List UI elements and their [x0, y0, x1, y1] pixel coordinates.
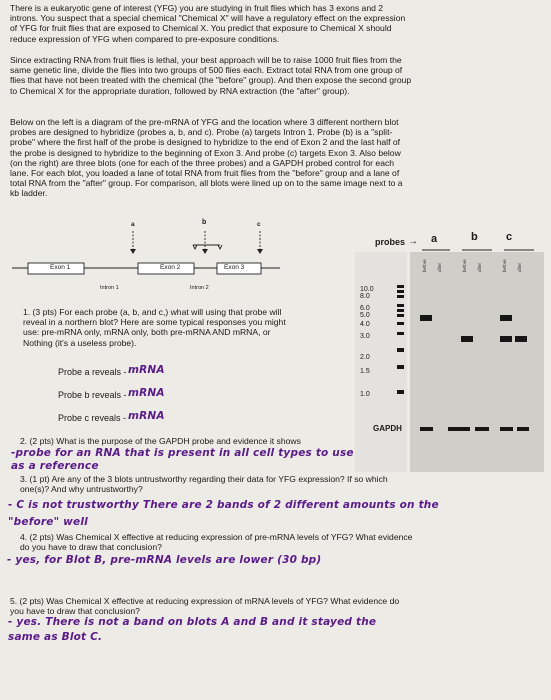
ladder-band	[397, 390, 404, 394]
probe-header-a: a	[431, 233, 438, 245]
northern-blot-bands	[355, 252, 545, 472]
ladder-band	[397, 295, 404, 298]
lane-a-before-label: before	[422, 259, 427, 272]
probe-header-c: c	[506, 231, 513, 243]
ladder-1-label: 1.0	[360, 391, 370, 398]
intro-paragraph: There is a eukaryotic gene of interest (YFG) you are studying in fruit flies which has 3 exons and 2 introns. You suspect that a special chemical "Chemical X" will have a regulatory effect on the expression of YFG for fruit flies that are exposed to Chemical X. You predict that exposure to Chemical X should reduce expression of YFG when compared to pre-exposure conditions.	[10, 3, 406, 44]
q2-answer: -probe for an RNA that is present in all cell types to use as a reference	[11, 447, 354, 472]
probe-a-label: a	[131, 221, 135, 228]
ladder-3-label: 3.0	[360, 333, 370, 340]
ladder-band	[397, 309, 404, 312]
ladder-1.5-label: 1.5	[360, 368, 370, 375]
gapdh-band	[475, 427, 489, 431]
q1-probe-a-answer: mRNA	[128, 364, 165, 376]
gapdh-band	[500, 427, 513, 431]
diagram-description-paragraph: Below on the left is a diagram of the pre-mRNA of YFG and the location where 3 different northern blot probes are designed to hybridize (probes a, b, and c). Probe (a) targets Intron 1. Probe (b) is a "split- probe" where the first half of the probe is designed to hybridize to the end of Exon 2 and the last half of the probe is designed to hybridize to the beginning of Exon 3. And probe (c) targets Exon 3. Also below (on the right) are three blots (one for each of the three probes) and a GAPDH probed control for each lane. For each blot, you loaded a lane of total RNA from fruit flies from the "before" group and a lane of total RNA from the "after" group. For comparison, all blots were lined up on to the same image next to a kb ladder.	[10, 117, 403, 199]
ladder-band	[397, 332, 404, 335]
q4-answer: - yes, for Blot B, pre-mRNA levels are lower (30 bp)	[7, 554, 322, 566]
gapdh-band	[420, 427, 433, 431]
gapdh-band	[517, 427, 529, 431]
ladder-band	[397, 322, 404, 325]
gapdh-label: GAPDH	[373, 424, 402, 433]
blot-probes-label: probes	[375, 237, 406, 247]
question-5: 5. (2 pts) Was Chemical X effective at reducing expression of mRNA levels of YFG? What evidence do you have to draw that conclusion?	[10, 596, 400, 617]
exon-1-label: Exon 1	[50, 264, 71, 271]
probe-c-label: c	[257, 221, 261, 228]
ladder-band	[397, 304, 404, 307]
blot-band	[500, 336, 512, 342]
question-2: 2. (2 pts) What is the purpose of the GAPDH probe and evidence it shows	[20, 436, 301, 446]
blot-band	[515, 336, 527, 342]
probe-header-b: b	[471, 231, 478, 243]
lane-c-before-label: before	[502, 259, 507, 272]
question-3: 3. (1 pt) Are any of the 3 blots untrustworthy regarding their data for YFG expression? If so which one(s)? And why untrustworthy?	[20, 474, 388, 495]
blot-band	[420, 315, 432, 321]
intron-1-label: Intron 1	[100, 285, 119, 291]
blot-band	[500, 315, 512, 321]
lane-b-after-label: after	[477, 262, 482, 272]
probe-b-label: b	[202, 219, 207, 226]
ladder-10-label: 10.0	[360, 286, 374, 293]
method-paragraph: Since extracting RNA from fruit flies is lethal, your best approach will be to raise 1000 fruit flies from the same genetic line, divide the flies into two groups of 500 flies each. Extract total RNA from one group of flies that have not been treated with the chemical (the "before" group). And then expose the second group to Chemical X for the appropriate duration, followed by RNA extraction (the "after" group).	[10, 55, 412, 96]
question-1: 1. (3 pts) For each probe (a, b, and c,) what will using that probe will reveal in a northern blot? Here are some typical responses you might use: pre-mRNA only, mRNA only, both pre-mRNA AND mRNA, or Nothing (it's a useless probe).	[23, 307, 286, 348]
premrna-diagram	[10, 215, 310, 285]
ladder-6-label: 6.0	[360, 305, 370, 312]
ladder-band	[397, 348, 404, 352]
q1-probe-b-label: Probe b reveals -	[58, 390, 127, 400]
ladder-4-label: 4.0	[360, 321, 370, 328]
q1-probe-a-label: Probe a reveals -	[58, 367, 127, 377]
ladder-band	[397, 285, 404, 288]
question-4: 4. (2 pts) Was Chemical X effective at reducing expression of pre-mRNA levels of YFG? What evidence do you have to draw that conclusion?	[20, 532, 413, 553]
q1-probe-b-answer: mRNA	[128, 387, 165, 399]
ladder-band	[397, 290, 404, 293]
exon-2-label: Exon 2	[160, 264, 181, 271]
ladder-2-label: 2.0	[360, 354, 370, 361]
intron-2-label: Intron 2	[190, 285, 209, 291]
ladder-band	[397, 314, 404, 317]
exon-3-label: Exon 3	[224, 264, 245, 271]
blot-band	[461, 336, 473, 342]
q1-probe-c-label: Probe c reveals -	[58, 413, 127, 423]
lane-c-after-label: after	[517, 262, 522, 272]
ladder-5-label: 5.0	[360, 312, 370, 319]
q5-answer: - yes. There is not a band on blots A and B and it stayed the same as Blot C.	[8, 616, 377, 643]
probes-arrow-icon: →	[408, 236, 418, 247]
lane-a-after-label: after	[437, 262, 442, 272]
ladder-band	[397, 365, 404, 369]
q1-probe-c-answer: mRNA	[128, 410, 165, 422]
lane-b-before-label: before	[462, 259, 467, 272]
ladder-8-label: 8.0	[360, 293, 370, 300]
q3-answer: - C is not trustworthy There are 2 bands of 2 different amounts on the "before" well	[8, 499, 439, 528]
gapdh-band	[448, 427, 470, 431]
